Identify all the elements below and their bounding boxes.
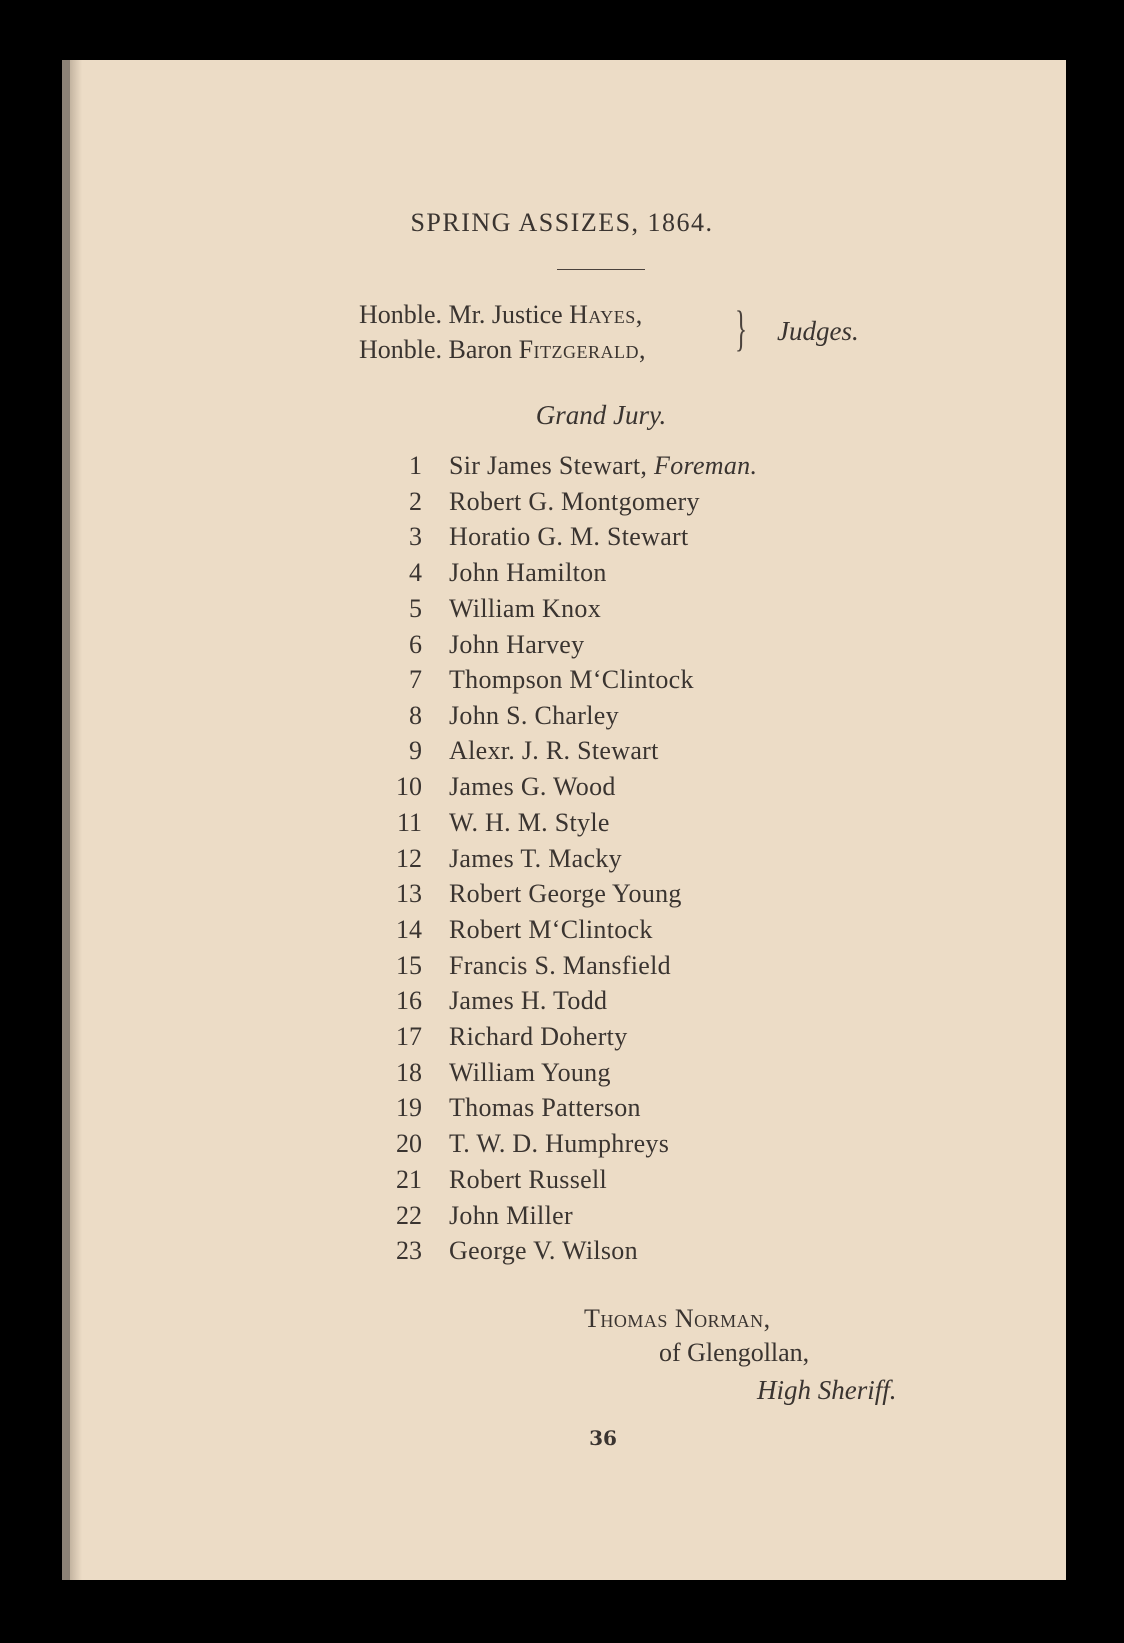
jury-role: Foreman.	[654, 451, 758, 480]
jury-number: 20	[396, 1129, 422, 1158]
jury-name-text: Sir James Stewart,	[449, 451, 648, 480]
jury-row	[0, 1201, 1124, 1237]
jury-number: 21	[396, 1165, 422, 1194]
jury-name: Francis S. Mansfield	[449, 951, 671, 980]
judge-2-prefix: Honble. Baron	[359, 335, 519, 364]
jury-number: 11	[396, 808, 422, 837]
jury-row	[0, 630, 1124, 666]
jury-number: 10	[396, 772, 422, 801]
jury-number: 14	[396, 915, 422, 944]
jury-row	[0, 701, 1124, 737]
jury-row	[0, 951, 1124, 987]
jury-name: John S. Charley	[449, 701, 619, 730]
jury-name: James H. Todd	[449, 986, 608, 1015]
jury-name: Thomas Patterson	[449, 1093, 641, 1122]
jury-name: William Young	[449, 1058, 611, 1087]
jury-row	[0, 451, 1124, 487]
jury-row	[0, 594, 1124, 630]
jury-number: 18	[396, 1058, 422, 1087]
jury-name: Robert M‘Clintock	[449, 915, 653, 944]
jury-row	[0, 879, 1124, 915]
jury-name: Robert G. Montgomery	[449, 487, 700, 516]
jury-name: William Knox	[449, 594, 602, 623]
jury-number: 2	[409, 487, 422, 516]
jury-row	[0, 772, 1124, 808]
jury-number: 4	[409, 558, 422, 587]
page-number: 36	[589, 1426, 617, 1450]
jury-row	[0, 1093, 1124, 1129]
jury-number: 19	[396, 1093, 422, 1122]
jury-row	[0, 915, 1124, 951]
jury-number: 15	[396, 951, 422, 980]
jury-row	[0, 736, 1124, 772]
jury-row	[0, 808, 1124, 844]
jury-number: 9	[409, 736, 422, 765]
jury-row	[0, 1058, 1124, 1094]
judge-1-prefix: Honble. Mr. Justice	[359, 300, 570, 329]
jury-number: 5	[409, 594, 422, 623]
sheriff-title: High Sheriff.	[757, 1375, 897, 1405]
jury-name: Horatio G. M. Stewart	[449, 522, 689, 551]
judge-1-surname: Hayes	[569, 300, 636, 329]
jury-name: W. H. M. Style	[449, 808, 610, 837]
jury-row	[0, 522, 1124, 558]
jury-number: 7	[409, 665, 422, 694]
jury-name: James T. Macky	[449, 844, 622, 873]
jury-number: 6	[409, 630, 422, 659]
jury-number: 22	[396, 1201, 422, 1230]
jury-name: Alexr. J. R. Stewart	[449, 736, 659, 765]
jury-number: 13	[396, 879, 422, 908]
jury-row	[0, 986, 1124, 1022]
jury-name: Robert Russell	[449, 1165, 608, 1194]
sheriff-place: of Glengollan,	[659, 1338, 810, 1367]
jury-row	[0, 1129, 1124, 1165]
jury-name: Richard Doherty	[449, 1022, 628, 1051]
jury-number: 16	[396, 986, 422, 1015]
jury-row	[0, 1165, 1124, 1201]
jury-name: T. W. D. Humphreys	[449, 1129, 670, 1158]
jury-name: James G. Wood	[449, 772, 616, 801]
jury-name: Robert George Young	[449, 879, 682, 908]
jury-number: 3	[409, 522, 422, 551]
jury-row	[0, 1236, 1124, 1272]
jury-row	[0, 844, 1124, 880]
judge-1-suffix: ,	[635, 300, 643, 329]
jury-row	[0, 1022, 1124, 1058]
judge-2-suffix: ,	[639, 335, 646, 364]
jury-number: 17	[396, 1022, 422, 1051]
jury-name: John Harvey	[449, 630, 585, 659]
page-title: SPRING ASSIZES, 1864.	[410, 208, 714, 237]
jury-row	[0, 487, 1124, 523]
jury-row	[0, 665, 1124, 701]
judge-2-surname: Fitzgerald	[518, 335, 640, 364]
judges-label: Judges.	[777, 316, 859, 346]
jury-number: 1	[409, 451, 422, 480]
jury-name	[449, 451, 757, 481]
jury-name: John Miller	[449, 1201, 573, 1230]
judges-brace: }	[735, 300, 747, 356]
jury-name: John Hamilton	[449, 558, 607, 587]
jury-row	[0, 558, 1124, 594]
sheriff-name: Thomas Norman,	[584, 1304, 771, 1333]
jury-name: Thompson M‘Clintock	[449, 665, 694, 694]
jury-number: 12	[396, 844, 422, 873]
jury-number: 23	[396, 1236, 422, 1265]
jury-name: George V. Wilson	[449, 1236, 638, 1265]
section-title: Grand Jury.	[535, 400, 667, 430]
jury-number: 8	[409, 701, 422, 730]
